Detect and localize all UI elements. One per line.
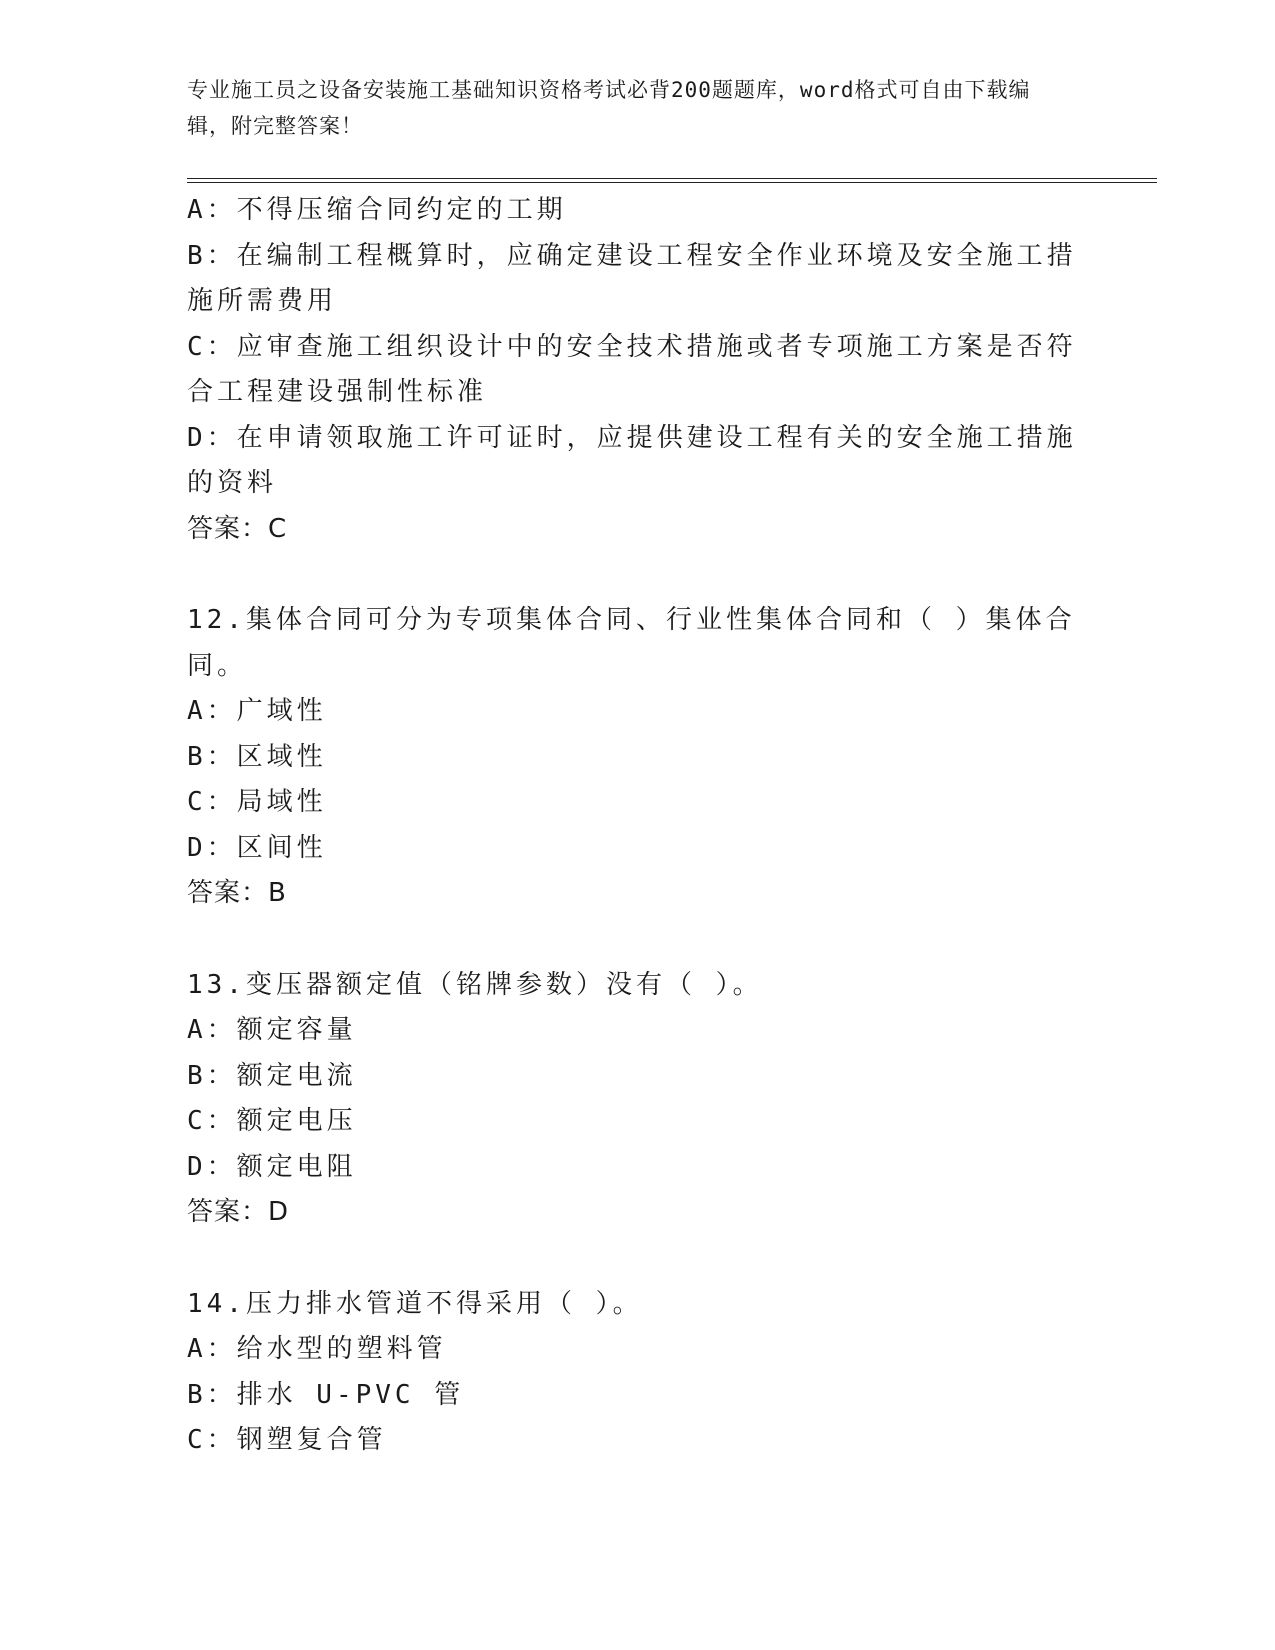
option-a: A：广域性 [187,696,327,726]
option-c: C：应审查施工组织设计中的安全技术措施或者专项施工方案是否符合工程建设强制性标准 [187,331,1077,407]
option-c: C：局域性 [187,787,327,817]
option-a: A：不得压缩合同约定的工期 [187,195,567,225]
question-list [187,188,1087,1464]
option-b: B：排水 U-PVC 管 [187,1379,465,1410]
question-spacer [187,1236,1087,1282]
question-block-14 [187,1282,1087,1464]
option-a: A：给水型的塑料管 [187,1334,447,1364]
question-text: 13.变压器额定值（铭牌参数）没有（ ）。 [187,969,763,1000]
option-d: D：区间性 [187,832,327,863]
question-spacer [187,917,1087,963]
question-block-12 [187,598,1087,917]
question-text: 12.集体合同可分为专项集体合同、行业性集体合同和（ ）集体合同。 [187,605,1076,681]
answer-label: 答案：B [187,878,287,908]
option-b: B：额定电流 [187,1060,357,1091]
option-c: C：钢塑复合管 [187,1425,387,1455]
question-block-13 [187,963,1087,1236]
option-b: B：区域性 [187,741,327,772]
option-b: B：在编制工程概算时，应确定建设工程安全作业环境及安全施工措施所需费用 [187,240,1077,316]
option-d: D：额定电阻 [187,1151,357,1182]
option-d: D：在申请领取施工许可证时，应提供建设工程有关的安全施工措施的资料 [187,422,1077,498]
header-divider-bottom [187,182,1157,183]
question-spacer [187,552,1087,598]
answer-label: 答案：C [187,513,288,544]
question-block-11 [187,188,1087,552]
question-text: 14.压力排水管道不得采用（ ）。 [187,1288,643,1319]
header-divider-top [187,178,1157,179]
answer-label: 答案：D [187,1197,290,1227]
option-c: C：额定电压 [187,1106,357,1136]
document-header: 专业施工员之设备安装施工基础知识资格考试必背200题题库，word格式可自由下载编辑，附完整答案！ [187,78,1031,138]
option-a: A：额定容量 [187,1015,357,1045]
